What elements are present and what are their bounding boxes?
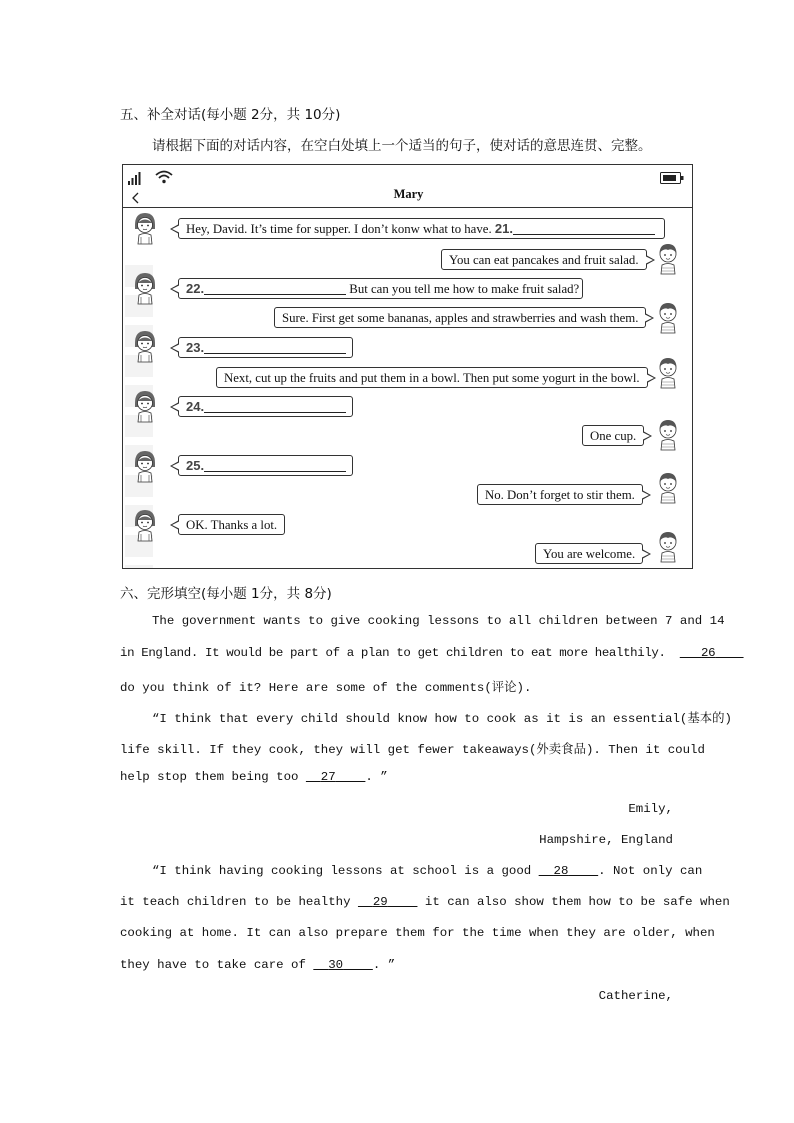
passage-line: it teach children to be healthy 29 it can also show them how to be safe when [120,895,730,909]
author-name: Catherine, [598,989,673,1003]
chat-bubble-right: No. Don’t forget to stir them. [477,484,643,505]
passage-line: life skill. If they cook, they will get fewer takeaways(外卖食品). Then it could [120,743,705,757]
section-6-heading: 六、完形填空(每小题 1分，共 8分) [120,586,332,602]
boy-avatar [655,300,681,334]
signal-icon [128,171,142,185]
chat-bubble-right: One cup. [582,425,644,446]
section-5-instruction: 请根据下面的对话内容，在空白处填上一个适当的句子，使对话的意思连贯、完整。 [152,138,652,154]
girl-avatar [132,449,158,483]
wifi-icon [155,170,173,184]
chat-bubble-left: Hey, David. It’s time for supper. I don’t konw what to have. 21. [178,218,665,239]
girl-avatar [132,211,158,245]
chat-bubble-right: Next, cut up the fruits and put them in a bowl. Then put some yogurt in the bowl. [216,367,648,388]
boy-avatar [655,241,681,275]
girl-avatar [132,329,158,363]
passage-line: cooking at home. It can also prepare them for the time when they are older, when [120,926,715,940]
passage-line: they have to take care of 30 . ” [120,958,396,972]
battery-icon [660,172,684,184]
girl-avatar [132,271,158,305]
blank-27[interactable]: 27 [320,770,336,784]
boy-avatar [655,529,681,563]
chat-bubble-left: 25. [178,455,353,476]
boy-avatar [655,470,681,504]
chat-bubble-left: 23. [178,337,353,358]
passage-line: “I think that every child should know how to cook as it is an essential(基本的) [152,712,732,726]
passage-line: do you think of it? Here are some of the comments(评论). [120,681,532,695]
chat-title: Mary [393,187,424,201]
chat-bubble-left: OK. Thanks a lot. [178,514,285,535]
chat-screen [122,164,693,569]
author-place: Hampshire, England [539,833,673,847]
chat-bubble-right: You are welcome. [535,543,643,564]
passage-line: help stop them being too 27 . ” [120,770,388,784]
blank-28[interactable]: 28 [553,864,569,878]
passage-line: The government wants to give cooking lessons to all children between 7 and 14 [152,614,725,628]
passage-line: “I think having cooking lessons at school is a good 28 . Not only can [152,864,703,878]
chat-bubble-right: Sure. First get some bananas, apples and strawberries and wash them. [274,307,646,328]
blank-26[interactable]: 26 [701,646,716,660]
blank-30[interactable]: 30 [328,958,344,972]
section-5-heading: 五、补全对话(每小题 2分，共 10分) [120,107,341,123]
chat-bubble-right: You can eat pancakes and fruit salad. [441,249,647,270]
chat-bubble-left: 24. [178,396,353,417]
boy-avatar [655,355,681,389]
chat-bubble-left: 22. But can you tell me how to make fruit salad? [178,278,583,299]
boy-avatar [655,417,681,451]
passage-line: in England. It would be part of a plan to get children to eat more healthily. 26 [120,646,716,660]
girl-avatar [132,389,158,423]
blank-29[interactable]: 29 [372,895,388,909]
girl-avatar [132,508,158,542]
author-name: Emily, [628,802,673,816]
